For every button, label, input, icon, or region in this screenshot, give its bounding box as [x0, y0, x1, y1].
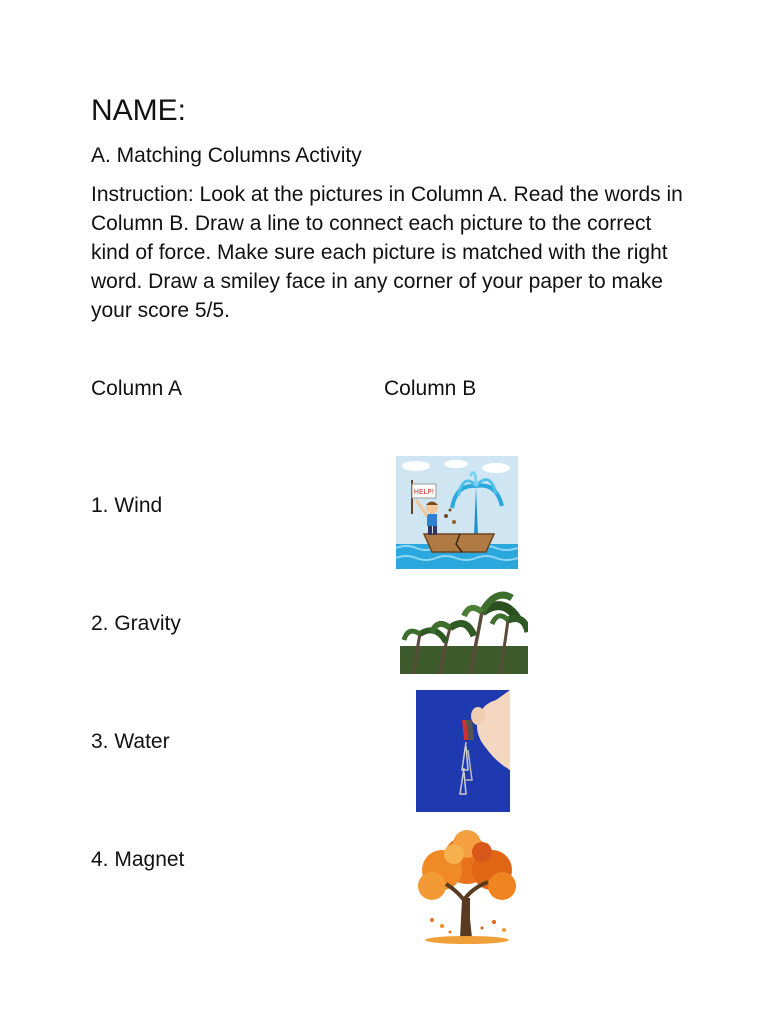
column-a-item-gravity: 2. Gravity — [91, 612, 181, 635]
help-sign-text: HELP! — [413, 488, 435, 496]
column-a-item-water: 3. Water — [91, 730, 170, 753]
column-b-header: Column B — [384, 377, 477, 400]
column-a-item-magnet: 4. Magnet — [91, 848, 185, 871]
column-a-item-wind: 1. Wind — [91, 494, 163, 517]
autumn-tree-picture — [412, 830, 522, 946]
instruction-text: Instruction: Look at the pictures in Column A. Read the words in Column B. Draw a line to connect each picture to the correct kind of force. Make sure each picture is matched with the right word. Draw a smiley face in any corner of your paper to make your score 5/5. — [91, 183, 683, 322]
magnet-paperclip-picture — [416, 690, 510, 812]
boat-fountain-picture — [396, 456, 518, 569]
name-label: NAME: — [91, 94, 187, 127]
windy-palm-trees-picture — [400, 584, 528, 674]
column-a-header: Column A — [91, 377, 183, 400]
section-title: A. Matching Columns Activity — [91, 144, 362, 167]
